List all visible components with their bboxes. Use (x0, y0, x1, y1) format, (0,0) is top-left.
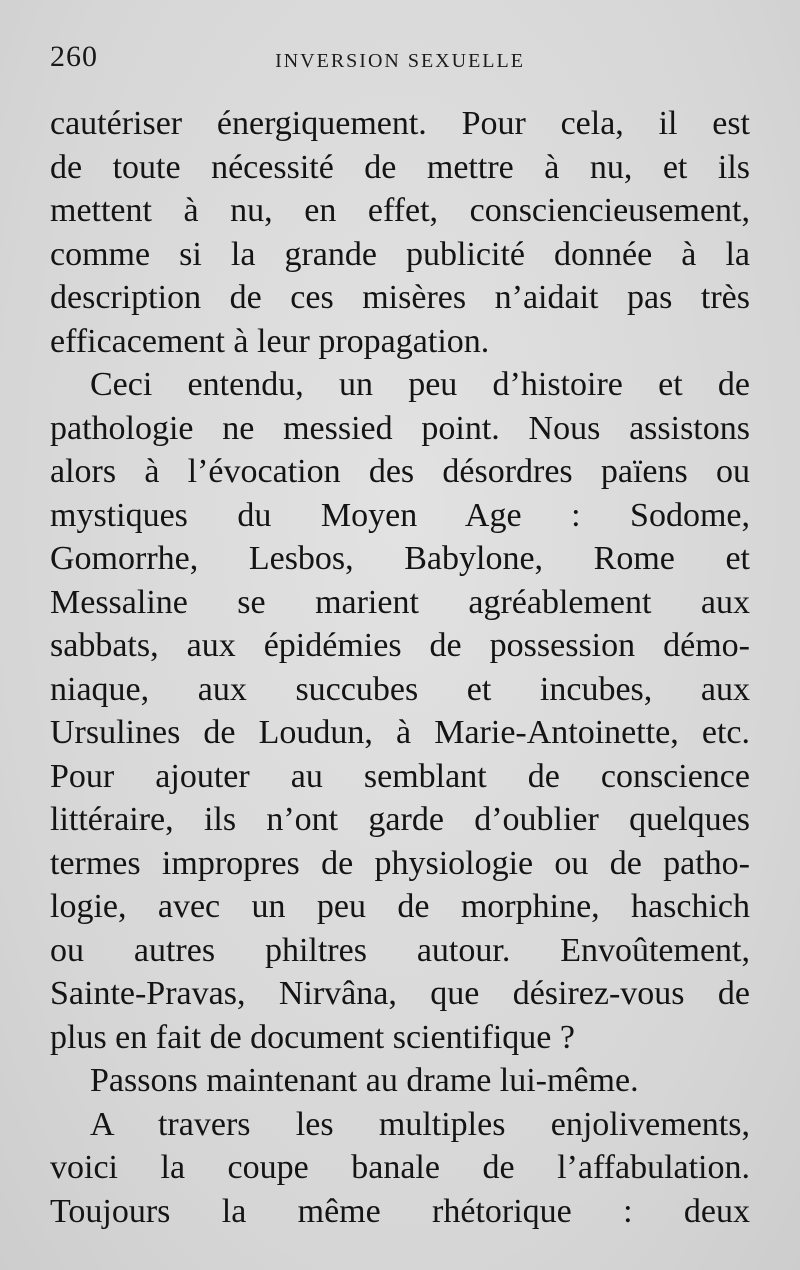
body-text (50, 102, 750, 1233)
text-line: Passons maintenant au drame lui-même. (90, 1062, 639, 1099)
text-line: description de ces misères n’aidait pas très (50, 279, 750, 316)
text-line: logie, avec un peu de morphine, haschich (50, 888, 750, 925)
text-line: A travers les multiples enjolivements, (90, 1105, 750, 1143)
text-line: Gomorrhe, Lesbos, Babylone, Rome et (50, 540, 750, 577)
text-line: Ceci entendu, un peu d’histoire et de (90, 366, 750, 403)
text-line: ou autres philtres autour. Envoûtement, (50, 931, 750, 969)
text-line: comme si la grande publicité donnée à la (50, 235, 750, 273)
text-line: niaque, aux succubes et incubes, aux (50, 670, 750, 708)
text-line: littéraire, ils n’ont garde d’oublier quelques (50, 801, 750, 838)
text-line: efficacement à leur propagation. (50, 322, 490, 360)
text-line: Messaline se marient agréablement aux (50, 583, 750, 621)
page-number: 260 (50, 40, 98, 73)
text-line: alors à l’évocation des désordres païens ou (50, 453, 750, 490)
text-line: sabbats, aux épidémies de possession démo- (50, 627, 750, 664)
page-header (50, 40, 750, 84)
text-line: Sainte-Pravas, Nirvâna, que désirez-vous de (50, 975, 750, 1012)
text-line: voici la coupe banale de l’affabulation. (50, 1149, 750, 1186)
text-line: plus en fait de document scientifique ? (50, 1018, 575, 1056)
running-head: INVERSION SEXUELLE (275, 50, 525, 72)
text-line: mystiques du Moyen Age : Sodome, (50, 496, 750, 534)
text-line: Toujours la même rhétorique : deux (50, 1192, 750, 1230)
text-line: pathologie ne messied point. Nous assistons (50, 409, 750, 447)
text-line: Ursulines de Loudun, à Marie-Antoinette, etc. (50, 714, 750, 751)
text-line: cautériser énergiquement. Pour cela, il est (50, 105, 750, 142)
text-line: de toute nécessité de mettre à nu, et ils (50, 148, 750, 186)
text-line: termes impropres de physiologie ou de patho- (50, 844, 750, 882)
text-line: Pour ajouter au semblant de conscience (50, 757, 750, 795)
text-line: mettent à nu, en effet, consciencieusement, (50, 192, 750, 229)
